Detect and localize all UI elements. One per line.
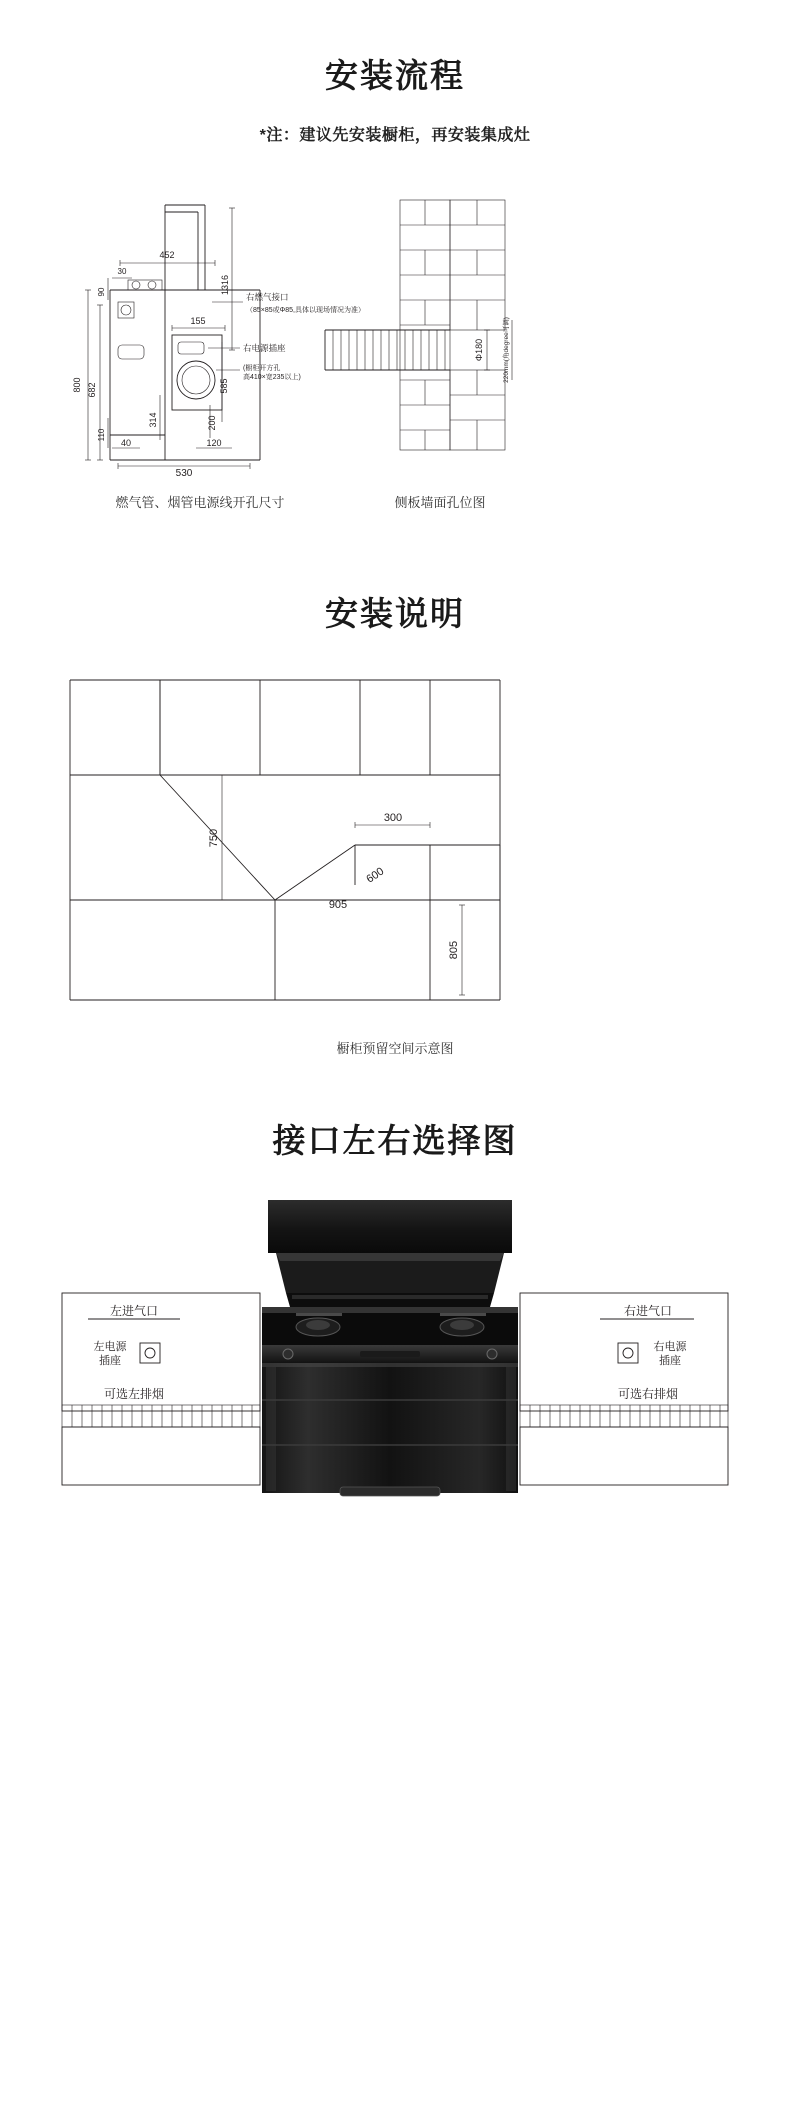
flow-title-wrap [0,50,790,97]
label-right-power-2: 插座 [659,1355,681,1367]
dim-530: 530 [175,468,193,479]
flow-left-caption: 燃气管、烟管电源线开孔尺寸 [115,495,285,510]
page-title-flow: 安装流程 [325,57,465,94]
dim-805: 805 [448,940,460,960]
cabinet-space-drawing [0,670,790,1020]
dim-800: 800 [72,377,82,393]
dim-110: 110 [97,428,106,442]
dim-314: 314 [148,412,158,428]
dim-600: 600 [364,865,387,886]
label-left-power-1: 左电源 [93,1341,127,1353]
dim-200: 200 [207,415,217,431]
dim-220: 220mm(角degree可调) [503,317,510,383]
flow-note-wrap [0,122,790,145]
dim-682: 682 [87,382,97,398]
interface-drawing [0,1195,790,1515]
flow-note: *注：建议先安装橱柜，再安装集成灶 [259,127,531,144]
flow-drawing [0,190,790,490]
instruction-caption-wrap [0,1038,790,1057]
flow-right-caption-wrap [340,492,540,511]
dim-905: 905 [328,899,348,911]
page-title-instruction: 安装说明 [325,595,465,632]
label-cabinet-hole-sub: 高410×宽235以上) [243,374,301,381]
dim-1316: 1316 [220,274,230,296]
label-right-power-1: 右电源 [653,1341,687,1353]
dim-750: 750 [208,828,220,848]
interface-title-wrap [0,1115,790,1162]
label-right-exhaust: 可选右排烟 [617,1387,679,1401]
dim-40: 40 [120,438,132,448]
dim-300: 300 [383,812,403,824]
label-gas-port-sub: （85×85或Φ85,具体以现场情况为准） [246,307,365,314]
dim-155: 155 [190,316,206,326]
dim-452: 452 [159,250,175,260]
dim-120: 120 [206,438,222,448]
dim-90: 90 [97,287,106,297]
flow-right-caption: 侧板墙面孔位图 [394,495,486,510]
instruction-caption: 橱柜预留空间示意图 [336,1041,454,1056]
label-left-gas: 左进气口 [109,1304,159,1318]
label-left-exhaust: 可选左排烟 [103,1387,165,1401]
dim-30: 30 [117,267,127,276]
label-gas-port: 右燃气接口 [246,292,289,302]
label-left-power-2: 插座 [99,1355,121,1367]
page-title-interface: 接口左右选择图 [272,1122,518,1159]
label-power-socket: 右电源插座 [243,343,286,353]
label-cabinet-hole: (橱柜开方孔 [243,365,281,372]
instruction-title-wrap [0,588,790,635]
dim-585: 585 [219,378,229,394]
flow-left-caption-wrap [100,492,300,511]
dim-phi180: Φ180 [474,338,484,362]
label-right-gas: 右进气口 [623,1304,673,1318]
